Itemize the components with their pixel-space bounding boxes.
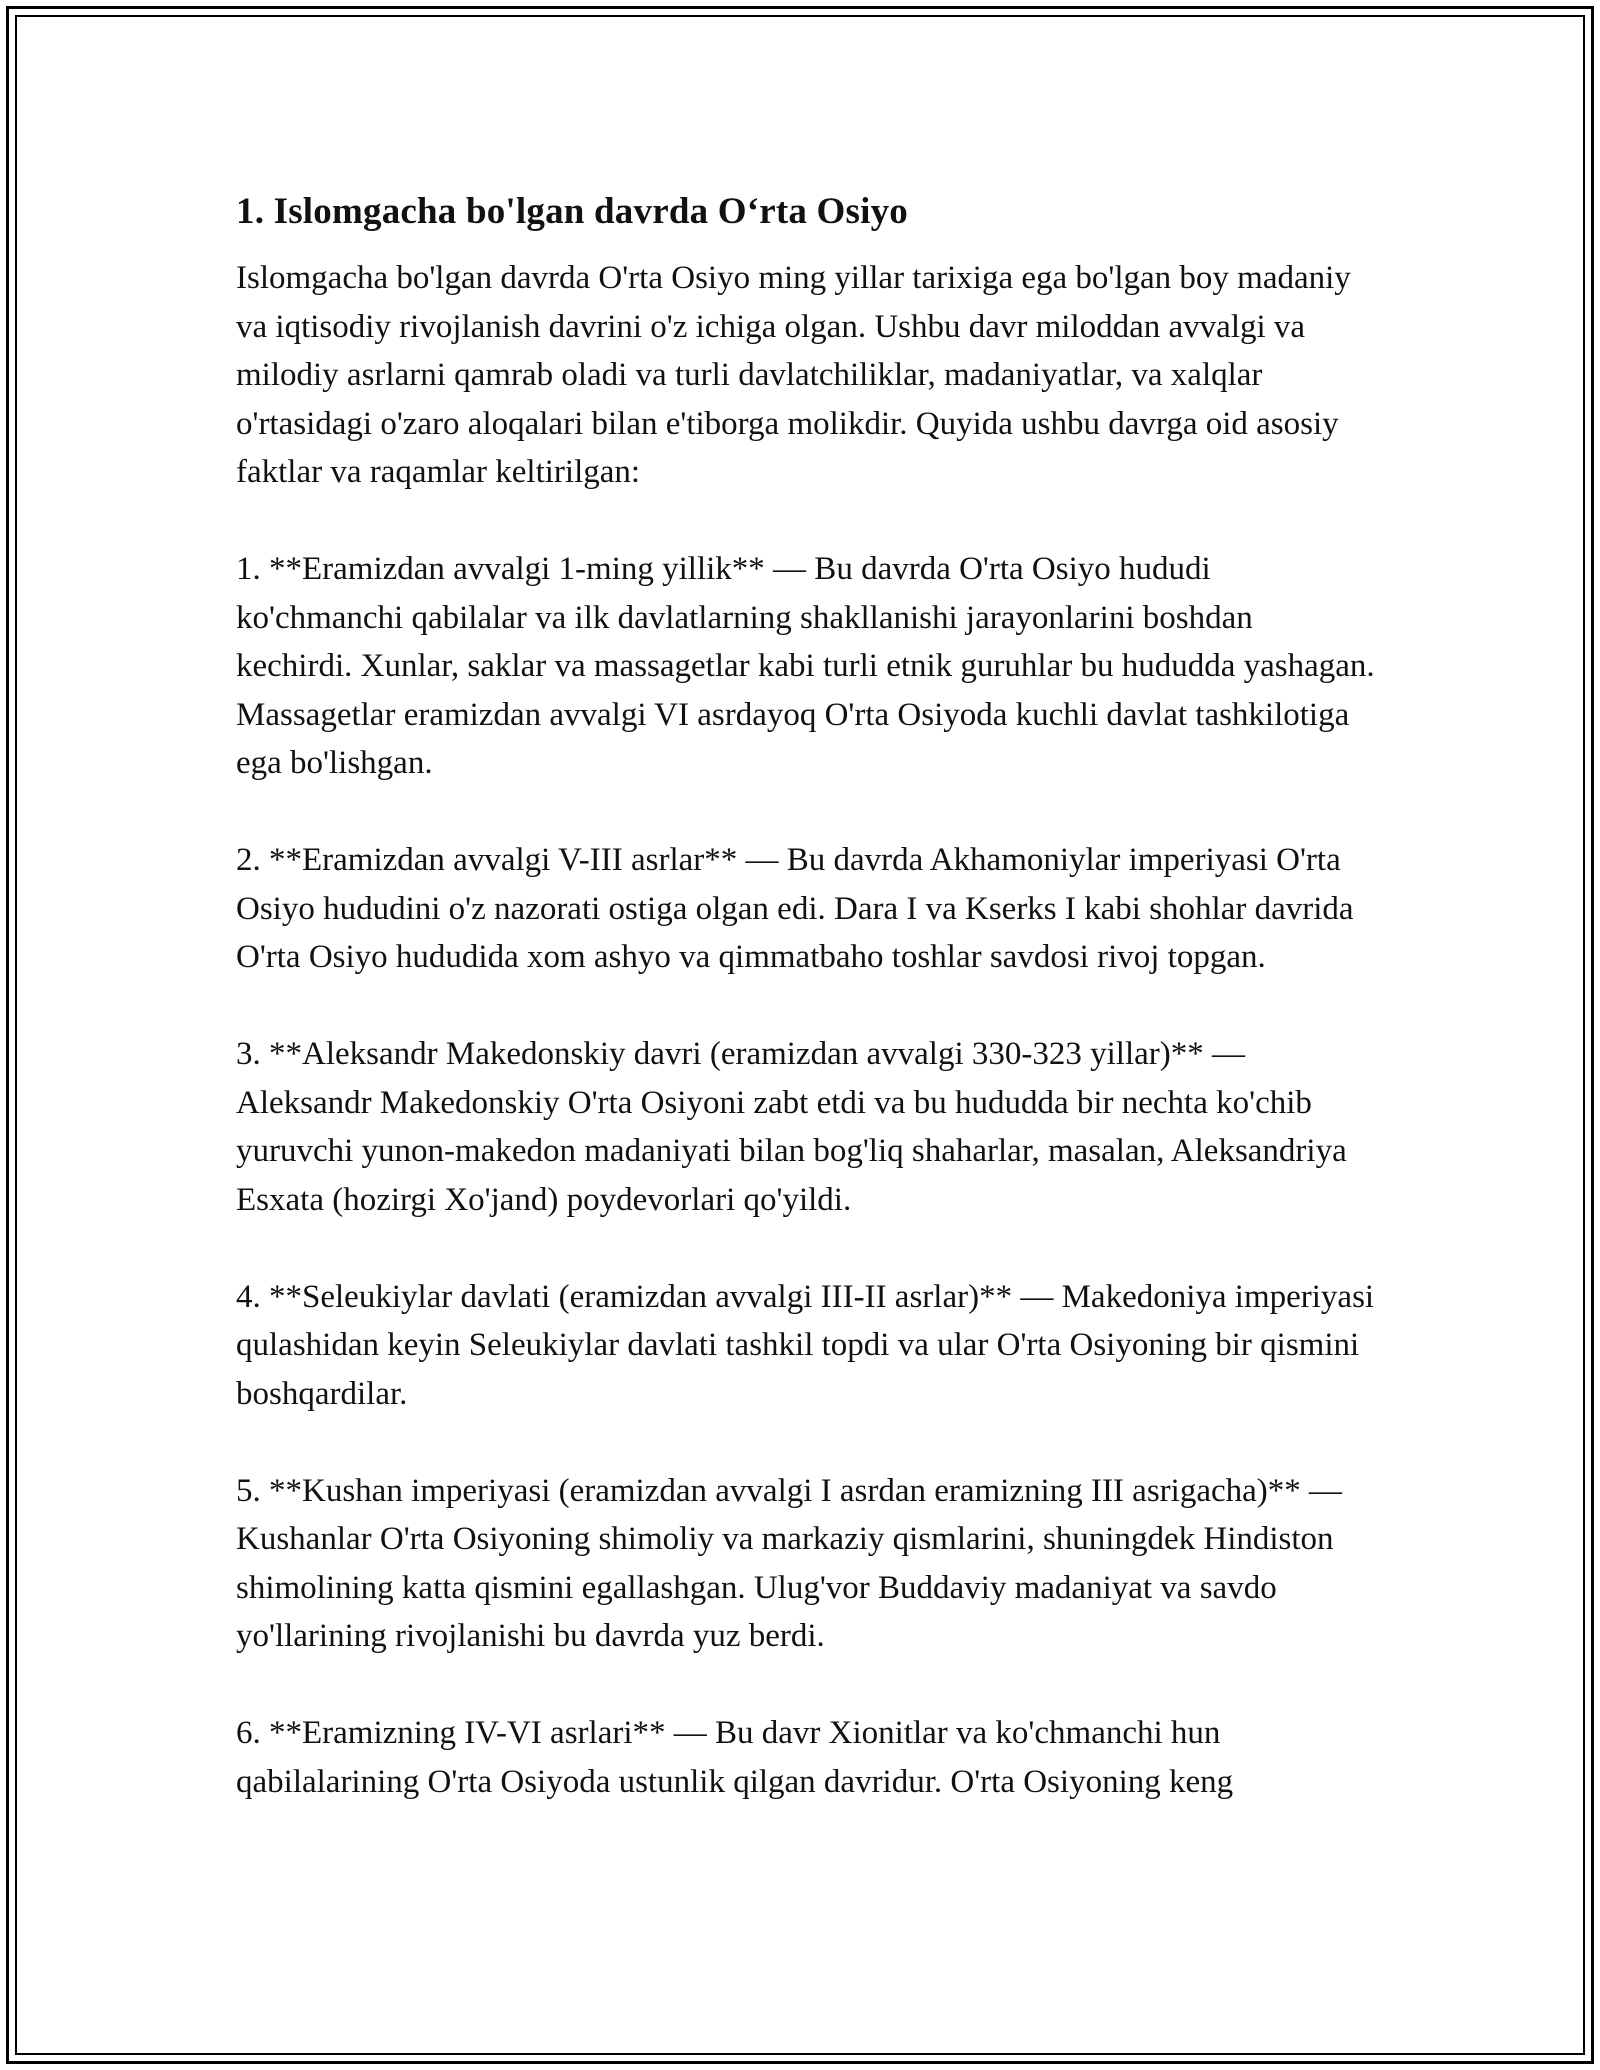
- document-body: [236, 188, 1376, 1855]
- document-title: 1. Islomgacha bo'lgan davrda O‘rta Osiyo: [236, 191, 908, 232]
- list-item-3: 3. **Aleksandr Makedonskiy davri (eramizdan avvalgi 330-323 yillar)** — Aleksandr Makedonskiy O'rta Osiyoni zabt etdi va bu hududda bir nechta ko'chib yuruvchi yunon-makedon madaniyati bilan bog'liq shaharlar, masalan, Aleksandriya Esxata (hozirgi Xo'jand) poydevorlari qo'yildi.: [236, 1036, 1347, 1218]
- list-item-5: 5. **Kushan imperiyasi (eramizdan avvalgi I asrdan eramizning III asrigacha)** — Kushanlar O'rta Osiyoning shimoliy va markaziy qismlarini, shuningdek Hindiston shimolining katta qismini egallashgan. Ulug'vor Buddaviy madaniyat va savdo yo'llarining rivojlanishi bu davrda yuz berdi.: [236, 1472, 1342, 1655]
- intro-paragraph: Islomgacha bo'lgan davrda O'rta Osiyo ming yillar tarixiga ega bo'lgan boy madaniy va iqtisodiy rivojlanish davrini o'z ichiga olgan. Ushbu davr miloddan avvalgi va milodiy asrlarni qamrab oladi va turli davlatchiliklar, madaniyatlar, va xalqlar o'rtasidagi o'zaro aloqalari bilan e'tiborga molikdir. Quyida ushbu davrga oid asosiy faktlar va raqamlar keltirilgan:: [236, 260, 1351, 491]
- list-item-2: 2. **Eramizdan avvalgi V-III asrlar** — Bu davrda Akhamoniylar imperiyasi O'rta Osiyo hududini o'z nazorati ostiga olgan edi. Dara I va Kserks I kabi shohlar davrida O'rta Osiyo hududida xom ashyo va qimmatbaho toshlar savdosi rivoj topgan.: [236, 842, 1354, 976]
- list-item-4: 4. **Seleukiylar davlati (eramizdan avvalgi III-II asrlar)** — Makedoniya imperiyasi qulashidan keyin Seleukiylar davlati tashkil topdi va ular O'rta Osiyoning bir qismini boshqardilar.: [236, 1278, 1375, 1412]
- list-item-1: 1. **Eramizdan avvalgi 1-ming yillik** — Bu davrda O'rta Osiyo hududi ko'chmanchi qabilalar va ilk davlatlarning shakllanishi jarayonlarini boshdan kechirdi. Xunlar, saklar va massagetlar kabi turli etnik guruhlar bu hududda yashagan. Massagetlar eramizdan avvalgi VI asrdayoq O'rta Osiyoda kuchli davlat tashkilotiga ega bo'lishgan.: [236, 551, 1375, 782]
- list-item-6: 6. **Eramizning IV-VI asrlari** — Bu davr Xionitlar va ko'chmanchi hun qabilalarining O'rta Osiyoda ustunlik qilgan davridur. O'rta Osiyoning keng: [236, 1715, 1234, 1800]
